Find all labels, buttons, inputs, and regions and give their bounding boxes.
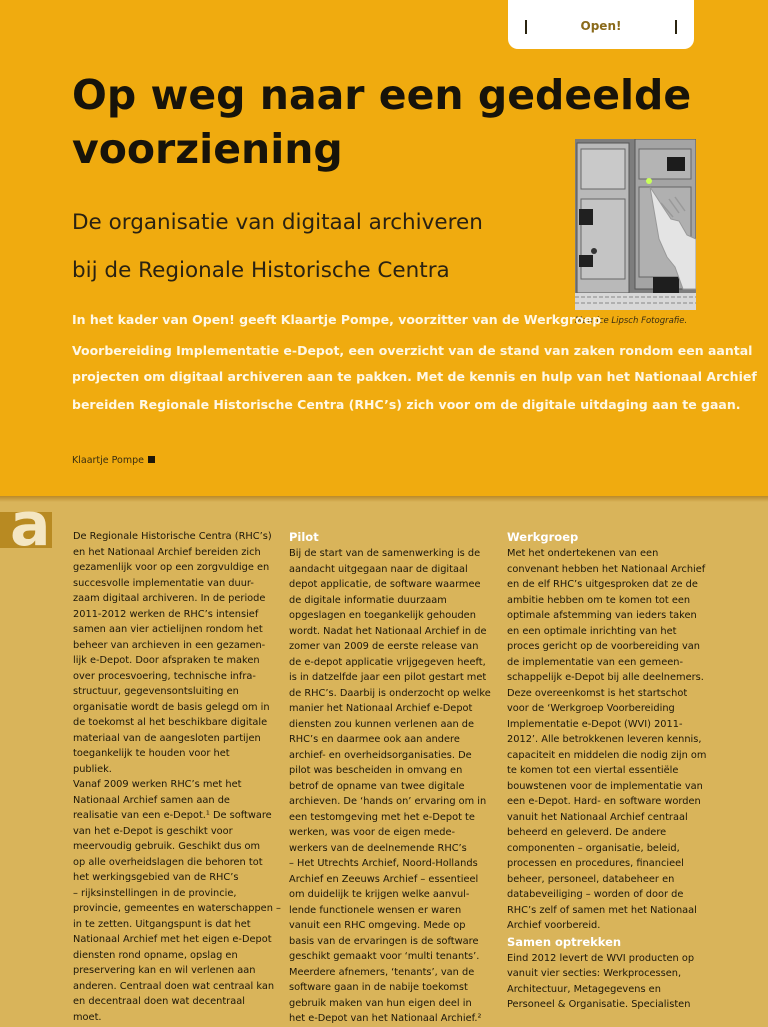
body-text-line: Meerdere afnemers, ‘tenants’, van de (289, 966, 475, 978)
section-heading: Pilot (289, 530, 319, 544)
body-text-line: in te zetten. Uitgangspunt is dat het (73, 918, 251, 930)
body-text-line: diensten zou kunnen verlenen aan de (289, 718, 475, 730)
article-subtitle-line: bij de Regionale Historische Centra (72, 258, 450, 283)
body-text-line: de e-depot applicatie vrijgegeven heeft, (289, 656, 486, 668)
body-text-line: lijk e-Depot. Door afspraken te maken (73, 655, 260, 666)
body-text-line: bouwstenen voor de implementatie van (507, 780, 703, 792)
article-title-line: voorziening (72, 125, 343, 173)
body-text-line: beheer, personeel, databeheer en (507, 873, 675, 885)
body-text-line: de RHC’s. Daarbij is onderzocht op welke (289, 687, 491, 699)
body-text-line: proces gericht op de voorbereiding van (507, 641, 701, 652)
body-text-line: betrof de opname van twee digitale (289, 780, 465, 792)
article-photo (575, 139, 696, 310)
body-text-line: samen aan vier actielijnen rondom het (73, 624, 263, 635)
body-text-line: beheerd en geleverd. De andere (507, 827, 667, 838)
photo-illustration (575, 139, 696, 310)
body-text-line: is in datzelfde jaar een pilot gestart met (289, 672, 487, 683)
author-name: Klaartje Pompe (72, 455, 144, 466)
body-text-line: de digitale informatie duurzaam (289, 594, 447, 606)
body-text-line: optimale afstemming van ieders taken (507, 610, 697, 621)
body-text-line: publiek. (73, 763, 112, 775)
body-text-line: vanuit een RHC omgeving. Mede op (289, 920, 466, 931)
body-text-line: en de elf RHC’s uitgesproken dat ze de (507, 579, 698, 590)
body-text-line: lende functionele wensen er waren (289, 904, 462, 916)
body-text-line: structuur, gegevensontsluiting en (73, 686, 239, 697)
body-text-line: Bij de start van de samenwerking is de (289, 548, 481, 559)
body-text-line: zomer van 2009 de eerste release van (289, 641, 479, 652)
body-text-line: Personeel & Organisatie. Specialisten (507, 999, 691, 1010)
section-tab-label: Open! (580, 19, 622, 33)
body-text-line: Implementatie e-Depot (WVI) 2011- (507, 718, 683, 730)
body-text-line: componenten – organisatie, beleid, (507, 842, 680, 854)
body-text-line: werken, was voor de eigen mede- (289, 827, 456, 838)
column-left (73, 529, 281, 1025)
body-text-line: en een optimale inrichting van het (507, 625, 677, 637)
tab-divider-right (675, 20, 677, 34)
body-text-line: ambitie hebben om te komen tot een (507, 594, 691, 606)
body-text-line: vanuit het Nationaal Archief centraal (507, 811, 688, 823)
body-text-line: anderen. Centraal doen wat centraal kan (73, 980, 275, 992)
body-text-line: databeveiliging – worden of door de (507, 889, 684, 900)
body-text-line: op alle overheidslagen die behoren tot (73, 856, 263, 868)
body-text-line: Nationaal Archief met het eigen e-Depot (73, 934, 272, 945)
column-middle (289, 529, 489, 1027)
body-text-line: het werkingsgebied van de RHC’s (73, 872, 239, 883)
dropcap-letter: a (10, 490, 51, 560)
section-heading: Samen optrekken (507, 934, 622, 949)
body-text-line: het e-Depot van het Nationaal Archief.² (289, 1013, 482, 1024)
body-text-line: meervoudig gebruik. Geschikt dus om (73, 841, 261, 852)
body-text-line: werkers van de deelnemende RHC’s (289, 842, 467, 854)
body-text-line: archieven. De ‘hands on’ ervaring om in (289, 796, 487, 807)
body-text-line: capaciteit en middelen die nodig zijn om (507, 749, 707, 761)
intro-line: bereiden Regionale Historische Centra (RHC’s) zich voor om de digitale uitdaging aan te gaan. (72, 397, 741, 412)
body-text-line: preservering kan en wil verlenen aan (73, 965, 256, 976)
body-text-line: depot applicatie, de software waarmee (289, 579, 481, 590)
body-text-line: – rijksinstellingen in de provincie, (73, 887, 237, 899)
body-text-line: over procesvoering, technische infra- (73, 670, 256, 682)
body-text-line: Archief en Zeeuws Archief – essentieel (289, 873, 479, 885)
intro-line: Voorbereiding Implementatie e-Depot, een overzicht van de stand van zaken rondom een aantal (72, 343, 753, 358)
body-text-line: Eind 2012 levert de WVI producten op (507, 952, 695, 964)
body-text-line: de implementatie van een gemeen- (507, 656, 684, 668)
body-text-line: 2012’. Alle betrokkenen leveren kennis, (507, 734, 702, 745)
body-text-line: – Het Utrechts Archief, Noord-Hollands (289, 858, 478, 869)
article-title-line: Op weg naar een gedeelde (72, 71, 692, 119)
body-text-line: realisatie van een e-Depot.¹ De software (73, 810, 272, 821)
author-byline (72, 455, 155, 466)
body-text-line: Met het ondertekenen van een (507, 548, 659, 559)
body-text-line: een testomgeving met het e-Depot te (289, 811, 475, 823)
body-text-line: van het e-Depot is geschikt voor (73, 825, 233, 837)
body-text-line: RHC’s en daarmee ook aan andere (289, 734, 460, 745)
body-text-line: 2011-2012 werken de RHC’s intensief (73, 608, 259, 620)
body-text-line: schappelijk e-Depot bij alle deelnemers. (507, 672, 704, 683)
body-text-line: en decentraal doen wat decentraal (73, 996, 245, 1007)
body-text-line: provincie, gemeentes en waterschappen – (73, 903, 281, 914)
body-text-line: diensten rond opname, opslag en (73, 949, 238, 961)
body-text-line: archief- en overheidsorganisaties. De (289, 749, 472, 761)
body-text-line: voor de ‘Werkgroep Voorbereiding (507, 703, 675, 714)
body-text-line: manier het Nationaal Archief e-Depot (289, 703, 473, 714)
body-text-line: gezamenlijk voor op een zorgvuldige en (73, 562, 270, 573)
body-text-line: de toekomst al het beschikbare digitale (73, 717, 268, 728)
body-text-line: een e-Depot. Hard- en software worden (507, 796, 701, 807)
body-text-line: Nationaal Archief samen aan de (73, 794, 230, 806)
body-text-line: zaam digitaal archiveren. In de periode (73, 593, 266, 604)
intro-line: In het kader van Open! geeft Klaartje Pompe, voorzitter van de Werkgroep (72, 312, 602, 327)
body-text-line: pilot was bescheiden in omvang en (289, 765, 463, 776)
body-text-line: software gaan in de nabije toekomst (289, 982, 468, 993)
body-text-line: succesvolle implementatie van duur- (73, 577, 254, 589)
section-heading: Werkgroep (507, 530, 579, 544)
body-text-line: te komen tot een viertal essentiële (507, 765, 679, 776)
body-text-line: De Regionale Historische Centra (RHC’s) (73, 531, 272, 542)
body-text-line: en het Nationaal Archief bereiden zich (73, 546, 261, 558)
byline-square-icon (148, 456, 155, 463)
dropcap-block (0, 490, 52, 560)
body-text-line: vanuit vier secties: Werkprocessen, (507, 968, 682, 979)
body-text-line: Vanaf 2009 werken RHC’s met het (73, 779, 242, 790)
photo-caption: Maurice Lipsch Fotografie. (575, 316, 688, 326)
body-text-line: moet. (73, 1011, 102, 1023)
body-text-line: beheer van archieven in een gezamen- (73, 639, 266, 651)
section-tab (508, 0, 694, 49)
body-text-line: toegankelijk te houden voor het (73, 748, 230, 759)
column-right (507, 529, 712, 1013)
body-text-line: geschikt gemaakt voor ‘multi tenants’. (289, 951, 480, 962)
body-text-line: wordt. Nadat het Nationaal Archief in de (289, 625, 487, 637)
body-text-line: basis van de ervaringen is de software (289, 935, 479, 947)
body-text-line: RHC’s zelf of samen met het Nationaal (507, 904, 697, 916)
body-text-line: om duidelijk te krijgen welke aanvul- (289, 889, 470, 900)
body-text-line: processen en procedures, financieel (507, 858, 684, 869)
body-text-line: gebruik maken van hun eigen deel in (289, 997, 472, 1009)
body-text-line: organisatie wordt de basis gelegd om in (73, 701, 270, 713)
body-text-line: materiaal van de aangesloten partijen (73, 732, 261, 744)
body-text-line: Architectuur, Metagegevens en (507, 983, 661, 995)
intro-line: projecten om digitaal archiveren aan te pakken. Met de kennis en hulp van het Nationaal Archief (72, 369, 757, 384)
article-subtitle-line: De organisatie van digitaal archiveren (72, 210, 483, 235)
body-text-line: convenant hebben het Nationaal Archief (507, 563, 706, 575)
body-text-line: aandacht uitgegaan naar de digitaal (289, 563, 468, 575)
body-text-line: opgeslagen en toegankelijk gehouden (289, 610, 476, 621)
body-text-line: Archief voorbereid. (507, 920, 601, 931)
header-shadow (0, 496, 768, 502)
body-text-line: Deze overeenkomst is het startschot (507, 687, 688, 699)
